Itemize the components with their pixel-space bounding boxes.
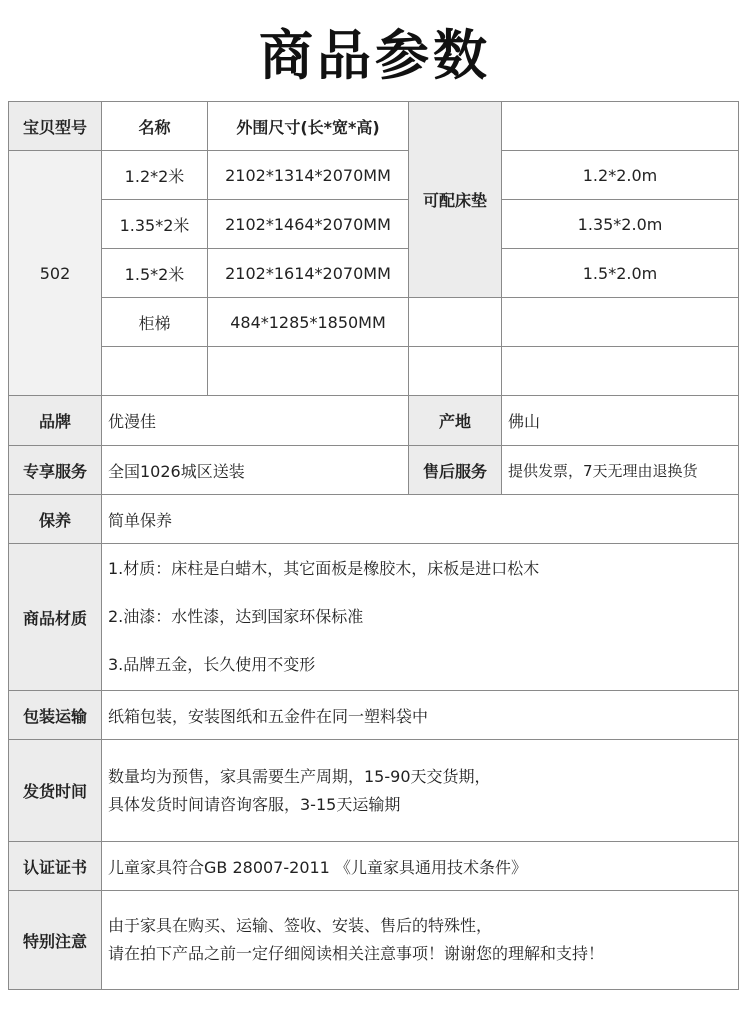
row-size: 2102*1464*2070MM [208, 200, 409, 249]
model-value: 502 [9, 151, 102, 396]
brand-row [9, 396, 739, 446]
empty-cell [102, 347, 208, 396]
empty-cell [208, 347, 409, 396]
row-name: 1.35*2米 [102, 200, 208, 249]
after-sales-label: 售后服务 [409, 446, 502, 495]
row-size: 2102*1614*2070MM [208, 249, 409, 298]
row-mattress [502, 298, 739, 347]
certification-label: 认证证书 [9, 842, 102, 891]
row-size: 2102*1314*2070MM [208, 151, 409, 200]
empty-cell [502, 347, 739, 396]
notice-value [102, 891, 739, 990]
size-row [9, 151, 739, 200]
material-line: 1.材质：床柱是白蜡木，其它面板是橡胶木，床板是进口松木 [108, 559, 540, 578]
mattress-label: 可配床垫 [409, 102, 502, 298]
notice-label: 特别注意 [9, 891, 102, 990]
certification-row [9, 842, 739, 891]
maintenance-value: 简单保养 [102, 495, 739, 544]
material-line: 2.油漆：水性漆，达到国家环保标准 [108, 607, 364, 626]
mattress-header-empty [502, 102, 739, 151]
notice-line: 由于家具在购买、运输、签收、安装、售后的特殊性， [108, 916, 493, 935]
origin-value: 佛山 [502, 396, 739, 446]
maintenance-label: 保养 [9, 495, 102, 544]
spec-header-row [9, 102, 739, 151]
certification-value: 儿童家具符合GB 28007-2011 《儿童家具通用技术条件》 [102, 842, 739, 891]
product-spec-table [8, 101, 739, 990]
delivery-line: 具体发货时间请咨询客服，3-15天运输期 [108, 794, 401, 814]
packaging-label: 包装运输 [9, 691, 102, 740]
maintenance-row [9, 495, 739, 544]
size-row [9, 200, 739, 249]
model-label: 宝贝型号 [9, 102, 102, 151]
material-label: 商品材质 [9, 544, 102, 691]
delivery-row [9, 740, 739, 842]
name-header: 名称 [102, 102, 208, 151]
size-row [9, 298, 739, 347]
service-label: 专享服务 [9, 446, 102, 495]
delivery-label: 发货时间 [9, 740, 102, 842]
notice-row [9, 891, 739, 990]
service-value: 全国1026城区送装 [102, 446, 409, 495]
brand-value: 优漫佳 [102, 396, 409, 446]
row-name: 1.5*2米 [102, 249, 208, 298]
service-row [9, 446, 739, 495]
row-name: 1.2*2米 [102, 151, 208, 200]
size-header: 外围尺寸(长*宽*高) [208, 102, 409, 151]
row-size: 484*1285*1850MM [208, 298, 409, 347]
origin-label: 产地 [409, 396, 502, 446]
delivery-line: 数量均为预售，家具需要生产周期，15-90天交货期， [108, 766, 491, 786]
packaging-value: 纸箱包装，安装图纸和五金件在同一塑料袋中 [102, 691, 739, 740]
empty-cell [409, 347, 502, 396]
row-mattress: 1.35*2.0m [502, 200, 739, 249]
material-value [102, 544, 739, 691]
material-row [9, 544, 739, 691]
row-name: 柜梯 [102, 298, 208, 347]
notice-line: 请在拍下产品之前一定仔细阅读相关注意事项！谢谢您的理解和支持！ [108, 944, 605, 963]
empty-cell [409, 298, 502, 347]
row-mattress: 1.2*2.0m [502, 151, 739, 200]
row-mattress: 1.5*2.0m [502, 249, 739, 298]
page-title: 商品参数 [259, 24, 491, 87]
delivery-value [102, 740, 739, 842]
after-sales-value: 提供发票，7天无理由退换货 [502, 446, 739, 495]
size-row [9, 249, 739, 298]
packaging-row [9, 691, 739, 740]
empty-row [9, 347, 739, 396]
brand-label: 品牌 [9, 396, 102, 446]
material-line: 3.品牌五金，长久使用不变形 [108, 655, 316, 674]
